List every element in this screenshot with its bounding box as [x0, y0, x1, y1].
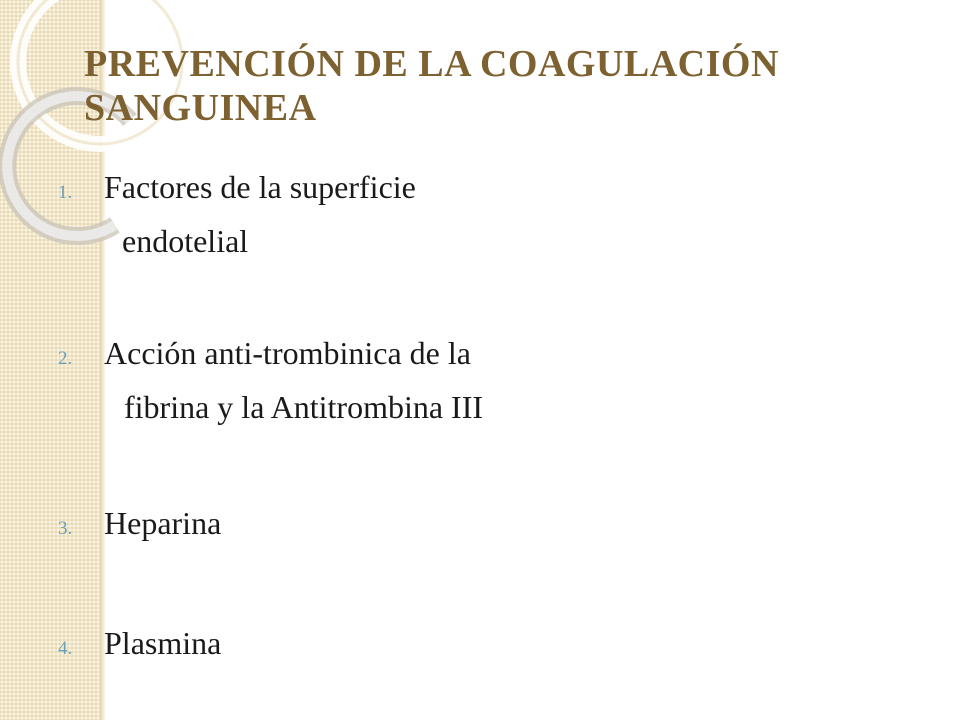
list-number: 1.	[58, 182, 73, 203]
list-item-text-cont: endotelial	[122, 223, 249, 259]
list-number: 2.	[58, 348, 73, 369]
list-number: 4.	[58, 638, 73, 659]
decorative-rings-icon	[0, 0, 200, 260]
list-item-text: Heparina	[104, 505, 222, 541]
title-line-1: PREVENCIÓN DE LA COAGULACIÓN	[84, 43, 779, 85]
slide-title	[84, 42, 904, 130]
list-item-text: Plasmina	[104, 625, 222, 661]
list-item-text: Factores de la superficie	[104, 169, 416, 205]
title-line-2: SANGUINEA	[84, 87, 317, 129]
list-number: 3.	[58, 518, 73, 539]
list-item-text: Acción anti-trombinica de la	[104, 335, 471, 371]
list-item-text-cont: fibrina y la Antitrombina III	[124, 389, 484, 425]
